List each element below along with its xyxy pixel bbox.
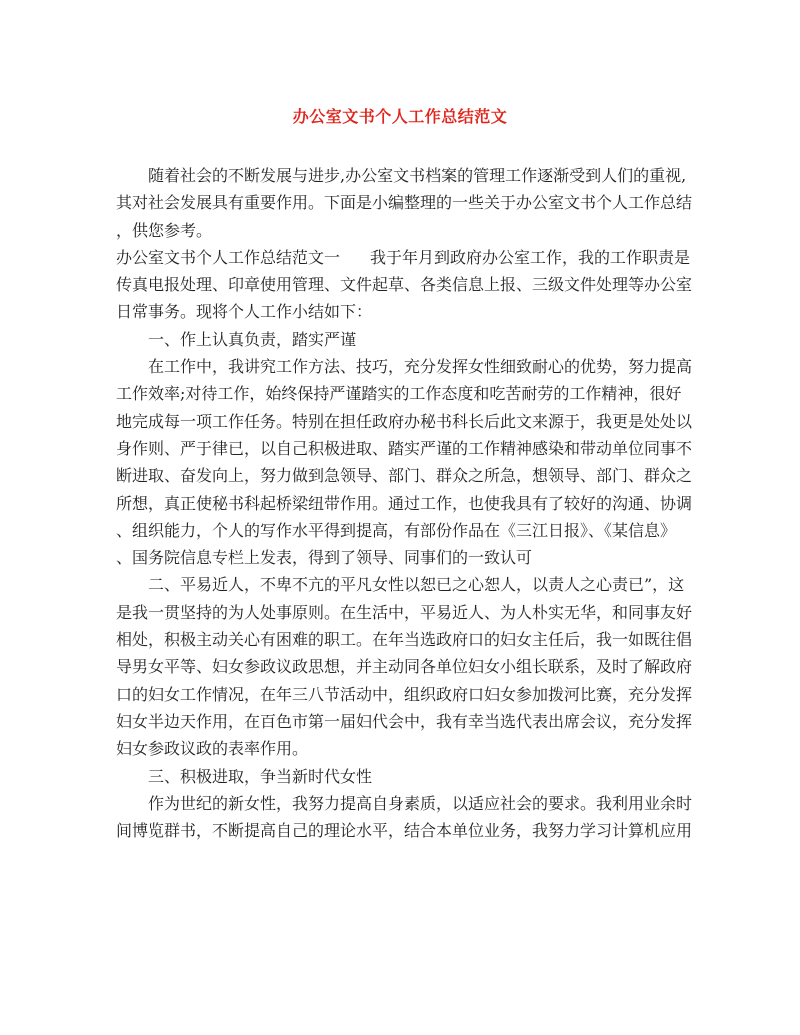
body-line: 其对社会发展具有重要作用。下面是小编整理的一些关于办公室文书个人工作总结 <box>116 193 693 213</box>
body-line: 、国务院信息专栏上发表，得到了领导、同事们的一致认可 <box>116 548 533 568</box>
body-line: 传真电报处理、印章使用管理、文件起草、各类信息上报、三级文件处理等办公室 <box>116 275 693 295</box>
body-line: 妇女半边天作用，在百色市第一届妇代会中，我有幸当选代表出席会议，充分发挥 <box>116 711 693 731</box>
document-body <box>116 162 693 844</box>
body-line: 工作效率;对待工作，始终保持严谨踏实的工作态度和吃苦耐劳的工作精神，很好 <box>116 384 682 404</box>
body-line: 身作则、严于律已，以自己积极进取、踏实严谨的工作精神感染和带动单位同事不 <box>116 438 693 458</box>
body-line: 作为世纪的新女性，我努力提高自身素质，以适应社会的要求。我利用业余时 <box>148 793 693 813</box>
body-line: 导男女平等、妇女参政议政思想，并主动同各单位妇女小组长联系，及时了解政府 <box>116 657 693 677</box>
body-line: 日常事务。现将个人工作小结如下： <box>116 302 373 322</box>
section-subtitle: 办公室文书个人工作总结范文一 <box>116 247 341 267</box>
body-line: 、组织能力，个人的写作水平得到提高，有部份作品在《三江日报》、《某信息》 <box>116 520 677 540</box>
body-line: 间博览群书，不断提高自己的理论水平，结合本单位业务，我努力学习计算机应用 <box>116 821 693 841</box>
body-line: ，供您参考。 <box>116 220 213 240</box>
section-heading: 一、作上认真负责，踏实严谨 <box>148 329 357 349</box>
body-line: 随着社会的不断发展与进步,办公室文书档案的管理工作逐渐受到人们的重视, <box>148 166 687 185</box>
body-line: 断进取、奋发向上，努力做到急领导、部门、群众之所急，想领导、部门、群众之 <box>116 466 693 486</box>
body-line-continuation: 我于年月到政府办公室工作，我的工作职责是 <box>370 247 691 267</box>
document-title: 办公室文书个人工作总结范文 <box>292 107 508 126</box>
body-line: 是我一贯坚持的为人处事原则。在生活中，平易近人、为人朴实无华，和同事友好 <box>116 602 693 622</box>
section-heading: 三、积极进取，争当新时代女性 <box>148 766 373 786</box>
body-line: 所想，真正使秘书科起桥梁纽带作用。通过工作，也使我具有了较好的沟通、协调 <box>116 493 693 513</box>
body-line: 相处，积极主动关心有困难的职工。在年当选政府口的妇女主任后，我一如既往倡 <box>116 630 693 650</box>
body-line: 口的妇女工作情况，在年三八节活动中，组织政府口妇女参加拨河比赛，充分发挥 <box>116 684 693 704</box>
body-line: 在工作中，我讲究工作方法、技巧，充分发挥女性细致耐心的优势，努力提高 <box>148 357 693 377</box>
body-line: 妇女参政议政的表率作用。 <box>116 739 309 759</box>
body-line-with-subtitle <box>116 244 691 271</box>
body-line: 地完成每一项工作任务。特别在担任政府办秘书科长后此文来源于，我更是处处以 <box>116 411 693 431</box>
section-heading: 二、平易近人，不卑不亢的平凡女性以恕已之心恕人，以责人之心责已”，这 <box>148 575 685 595</box>
